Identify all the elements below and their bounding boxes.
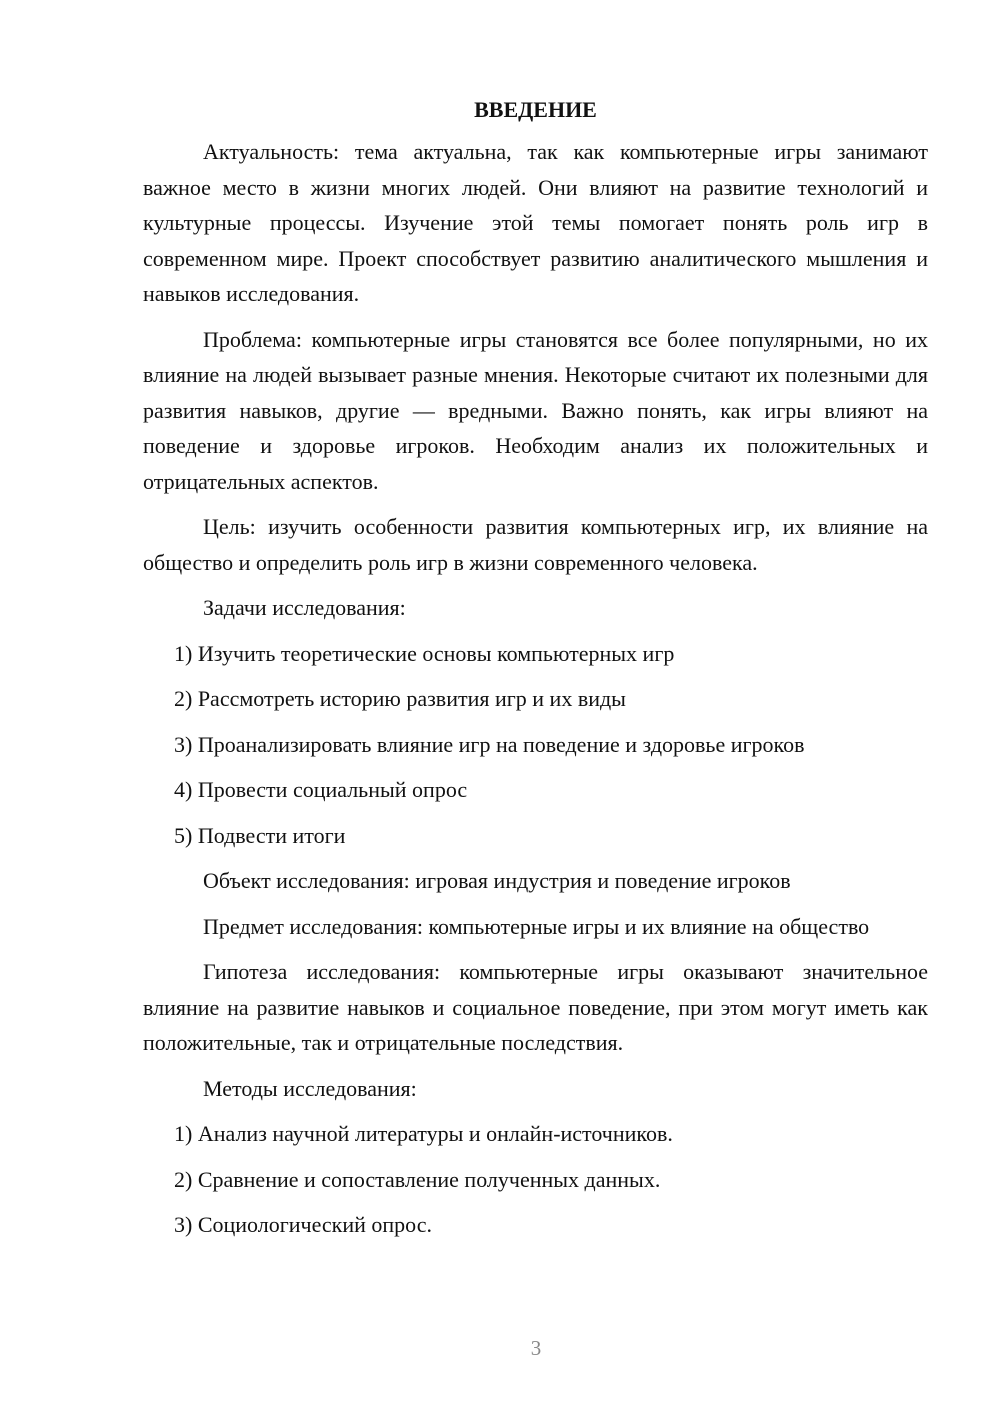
- subject-paragraph: Предмет исследования: компьютерные игры и их влияние на общество: [203, 913, 870, 939]
- page-content: [143, 92, 928, 1253]
- methods-heading: Методы исследования:: [203, 1075, 417, 1101]
- task-item: 3) Проанализировать влияние игр на поведение и здоровье игроков: [174, 731, 805, 757]
- task-item: 1) Изучить теоретические основы компьютерных игр: [174, 640, 675, 666]
- page-number: 3: [530, 1336, 542, 1360]
- task-item: 5) Подвести итоги: [174, 822, 346, 848]
- method-item: 1) Анализ научной литературы и онлайн-источников.: [174, 1121, 673, 1146]
- relevance-paragraph: Актуальность: тема актуальна, так как компьютерные игры занимают важное место в жизни многих людей. Они влияют на развитие технологий и культурные процессы. Изучение этой темы помогает понять роль игр в современном мире. Проект способствует развитию аналитического мышления и навыков исследования.: [143, 139, 928, 306]
- tasks-heading: Задачи исследования:: [203, 595, 406, 620]
- method-item: 2) Сравнение и сопоставление полученных данных.: [174, 1166, 661, 1192]
- problem-paragraph: Проблема: компьютерные игры становятся все более популярными, но их влияние на людей вызывает разные мнения. Некоторые считают их полезными для развития навыков, другие — вредными. Важно понять, как игры влияют на поведение и здоровье игроков. Необходим анализ их положительных и отрицательных аспектов.: [143, 326, 928, 494]
- hypothesis-paragraph: Гипотеза исследования: компьютерные игры оказывают значительное влияние на развитие навыков и социальное поведение, при этом могут иметь как положительные, так и отрицательные последствия.: [143, 959, 928, 1055]
- task-item: 2) Рассмотреть историю развития игр и их виды: [174, 686, 626, 711]
- goal-paragraph: Цель: изучить особенности развития компьютерных игр, их влияние на общество и определить роль игр в жизни современного человека.: [143, 514, 928, 575]
- task-item: 4) Провести социальный опрос: [174, 777, 468, 802]
- method-item: 3) Социологический опрос.: [174, 1212, 432, 1237]
- page-title: ВВЕДЕНИЕ: [474, 97, 597, 122]
- object-paragraph: Объект исследования: игровая индустрия и поведение игроков: [203, 868, 791, 893]
